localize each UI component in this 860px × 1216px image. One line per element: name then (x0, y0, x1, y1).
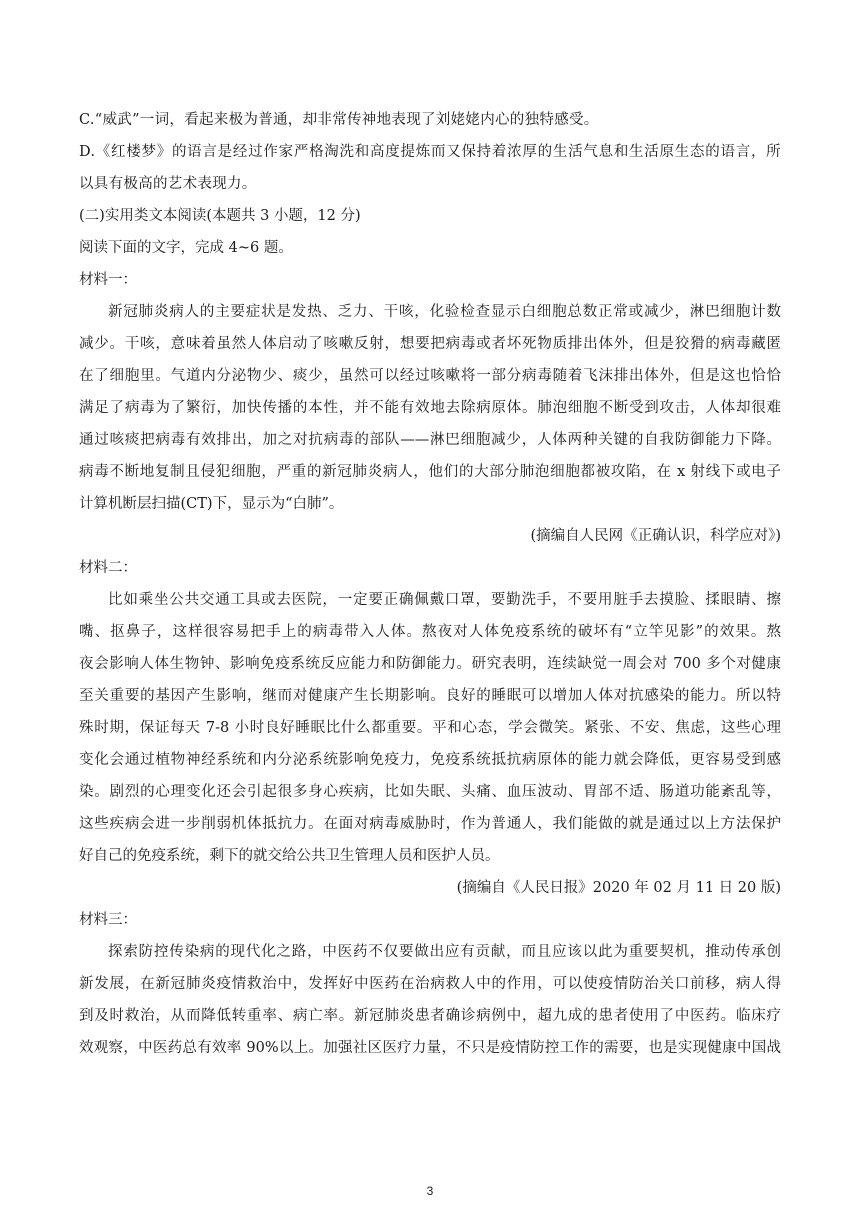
paragraph-line: 夜会影响人体生物钟、影响免疫系统反应能力和防御能力。研究表明，连续缺觉一周会对 700 多个对健康 (79, 656, 781, 672)
paragraph-line: 殊时期，保证每天 7-8 小时良好睡眠比什么都重要。平和心态，学会微笑。紧张、不安、焦虑，这些心理 (79, 720, 781, 736)
page-number: 3 (426, 1184, 434, 1198)
section-heading: (二)实用类文本阅读(本题共 3 小题，12 分) (79, 208, 361, 224)
paragraph-line: 这些疾病会进一步削弱机体抵抗力。在面对病毒威胁时，作为普通人，我们能做的就是通过以上方法保护 (79, 816, 781, 832)
paragraph-line: 通过咳痰把病毒有效排出，加之对抗病毒的部队——淋巴细胞减少，人体两种关键的自我防御能力下降。 (79, 432, 781, 448)
paragraph-line: 至关重要的基因产生影响，继而对健康产生长期影响。良好的睡眠可以增加人体对抗感染的能力。所以特 (79, 688, 781, 704)
document-page (79, 104, 781, 1064)
material-2-title: 材料二： (79, 560, 137, 576)
material-2-source: (摘编自《人民日报》2020 年 02 月 11 日 20 版) (456, 880, 781, 896)
paragraph-line: 染。剧烈的心理变化还会引起很多身心疾病，比如失眠、头痛、血压波动、胃部不适、肠道功能紊乱等， (79, 784, 781, 800)
material-1-source: (摘编自人民网《正确认识，科学应对》) (530, 528, 781, 544)
paragraph-line: 在了细胞里。气道内分泌物少、痰少，虽然可以经过咳嗽将一部分病毒随着飞沫排出体外，但是这也恰恰 (79, 368, 781, 384)
option-d (79, 136, 781, 200)
option-c: C.“威武”一词，看起来极为普通，却非常传神地表现了刘姥姥内心的独特感受。 (79, 112, 599, 128)
paragraph-line: 减少。干咳，意味着虽然人体启动了咳嗽反射，想要把病毒或者坏死物质排出体外，但是狡猾的病毒藏匿 (79, 336, 781, 352)
paragraph-line: 满足了病毒为了繁衍，加快传播的本性，并不能有效地去除病原体。肺泡细胞不断受到攻击，人体却很难 (79, 400, 781, 416)
option-d-line: 以具有极高的艺术表现力。 (79, 176, 257, 192)
material-2-body (79, 584, 781, 872)
paragraph-line: 新发展，在新冠肺炎疫情救治中，发挥好中医药在治病救人中的作用，可以使疫情防治关口前移，病人得 (79, 976, 781, 992)
paragraph-line: 比如乘坐公共交通工具或去医院，一定要正确佩戴口罩，要勤洗手，不要用脏手去摸脸、揉眼睛、擦 (108, 592, 781, 608)
paragraph-line: 计算机断层扫描(CT)下，显示为“白肺”。 (79, 496, 344, 512)
paragraph-line: 好自己的免疫系统，剩下的就交给公共卫生管理人员和医护人员。 (79, 848, 500, 864)
material-3-title: 材料三： (79, 912, 137, 928)
material-1-title: 材料一： (79, 272, 137, 288)
material-3-body (79, 936, 781, 1064)
paragraph-line: 新冠肺炎病人的主要症状是发热、乏力、干咳，化验检查显示白细胞总数正常或减少，淋巴细胞计数 (108, 304, 781, 320)
material-1-body (79, 296, 781, 520)
paragraph-line: 病毒不断地复制且侵犯细胞，严重的新冠肺炎病人，他们的大部分肺泡细胞都被攻陷，在 x 射线下或电子 (79, 464, 781, 480)
instruction: 阅读下面的文字，完成 4~6 题。 (79, 240, 293, 256)
paragraph-line: 探索防控传染病的现代化之路，中医药不仅要做出应有贡献，而且应该以此为重要契机，推动传承创 (108, 944, 781, 960)
paragraph-line: 变化会通过植物神经系统和内分泌系统影响免疫力，免疫系统抵抗病原体的能力就会降低，更容易受到感 (79, 752, 781, 768)
paragraph-line: 到及时救治，从而降低转重率、病亡率。新冠肺炎患者确诊病例中，超九成的患者使用了中医药。临床疗 (79, 1008, 781, 1024)
option-d-line: D.《红楼梦》的语言是经过作家严格淘洗和高度提炼而又保持着浓厚的生活气息和生活原生态的语言，所 (79, 144, 781, 160)
paragraph-line: 效观察，中医药总有效率 90%以上。加强社区医疗力量，不只是疫情防控工作的需要，也是实现健康中国战 (79, 1040, 781, 1056)
paragraph-line: 嘴、抠鼻子，这样很容易把手上的病毒带入人体。熬夜对人体免疫系统的破坏有“立竿见影”的效果。熬 (79, 624, 781, 640)
